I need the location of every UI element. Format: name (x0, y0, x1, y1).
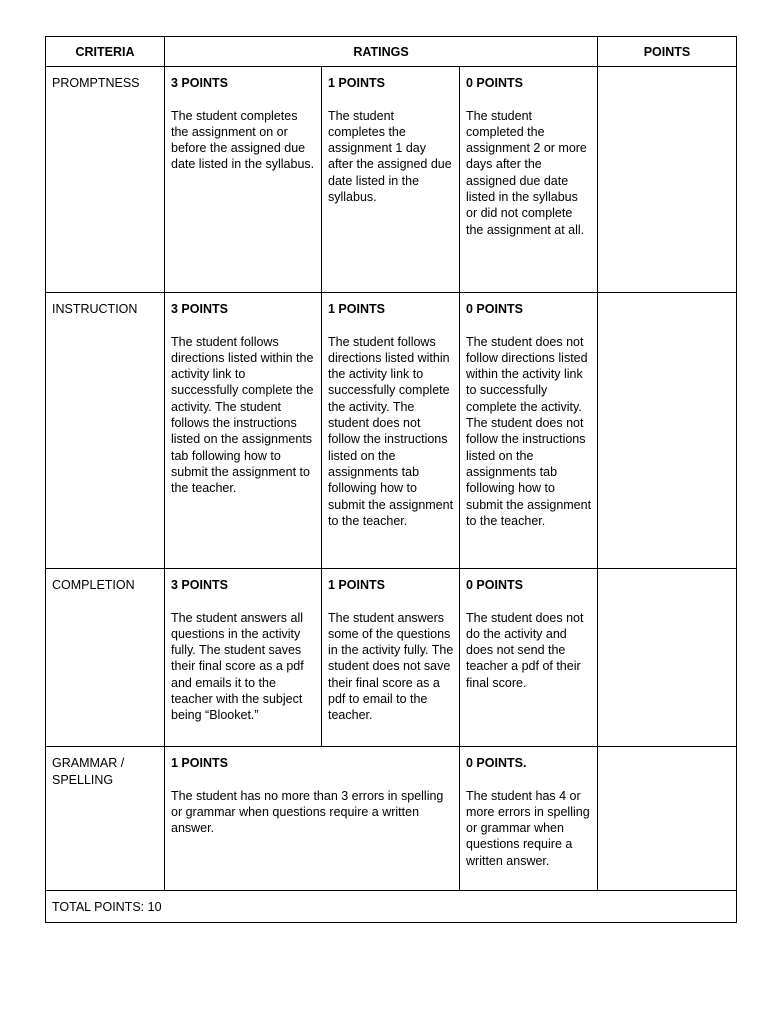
rating-cell (165, 293, 322, 569)
rating-cell (460, 569, 598, 747)
rating-cell (322, 67, 460, 293)
criteria-cell: GRAMMAR / SPELLING (46, 747, 165, 891)
rating-points: 0 POINTS (466, 578, 523, 593)
points-header: POINTS (598, 37, 737, 67)
rating-points: 1 POINTS (328, 578, 385, 593)
rating-description: The student completes the assignment on or before the assigned due date listed in the syllabus. (171, 108, 315, 172)
rating-cell (165, 747, 460, 891)
rating-description: The student completed the assignment 2 or more days after the assigned due date listed in the syllabus or did not complete the assignment at all. (466, 108, 587, 237)
table-row-instruction (46, 293, 737, 569)
header-row (46, 37, 737, 67)
rubric-table (45, 36, 737, 923)
table-row-completion (46, 569, 737, 747)
rating-description: The student does not follow directions listed within the activity link to successfully complete the activity. The student does not follow the instructions listed on the assignments tab following how to submit the assignment to the teacher. (466, 334, 592, 528)
rating-description: The student has no more than 3 errors in spelling or grammar when questions require a written answer. (171, 788, 444, 836)
rating-points: 1 POINTS (328, 76, 385, 91)
rating-description: The student completes the assignment 1 day after the assigned due date listed in the syllabus. (328, 108, 452, 205)
total-row (46, 891, 737, 922)
rating-cell (165, 569, 322, 747)
rating-cell (322, 293, 460, 569)
rating-cell (460, 67, 598, 293)
rating-description: The student follows directions listed within the activity link to successfully complete the activity. The student does not follow the instructions listed on the assignments tab following how to submit the assignment to the teacher. (328, 334, 454, 528)
rating-cell (165, 67, 322, 293)
rating-points: 3 POINTS (171, 76, 228, 91)
criteria-cell: PROMPTNESS (46, 67, 165, 293)
points-cell (598, 569, 737, 747)
rating-description: The student does not do the activity and does not send the teacher a pdf of their final score. (466, 610, 584, 690)
points-cell (598, 747, 737, 891)
rating-points: 0 POINTS (466, 302, 523, 317)
rating-description: The student answers all questions in the activity fully. The student saves their final score as a pdf and emails it to the teacher with the subject being “Blooket.” (171, 610, 304, 723)
table-row-grammar-spelling (46, 747, 737, 891)
rating-points: 3 POINTS (171, 302, 228, 317)
points-cell (598, 67, 737, 293)
rating-description: The student has 4 or more errors in spelling or grammar when questions require a written answer. (466, 788, 590, 868)
table-row-promptness (46, 67, 737, 293)
rating-points: 0 POINTS. (466, 756, 527, 771)
criteria-cell: COMPLETION (46, 569, 165, 747)
rating-cell (460, 747, 598, 891)
total-points: TOTAL POINTS: 10 (46, 891, 737, 922)
rating-cell (322, 569, 460, 747)
rating-points: 3 POINTS (171, 578, 228, 593)
rating-points: 1 POINTS (328, 302, 385, 317)
points-cell (598, 293, 737, 569)
ratings-header: RATINGS (165, 37, 598, 67)
criteria-cell: INSTRUCTION (46, 293, 165, 569)
rating-description: The student answers some of the questions in the activity fully. The student does not save their final score as a pdf to email to the teacher. (328, 610, 454, 723)
rating-description: The student follows directions listed within the activity link to successfully complete the activity. The student follows the instructions listed on the assignments tab following how to submit the assignment to the teacher. (171, 334, 314, 496)
rating-cell (460, 293, 598, 569)
criteria-header: CRITERIA (46, 37, 165, 67)
rating-points: 1 POINTS (171, 756, 228, 771)
rating-points: 0 POINTS (466, 76, 523, 91)
